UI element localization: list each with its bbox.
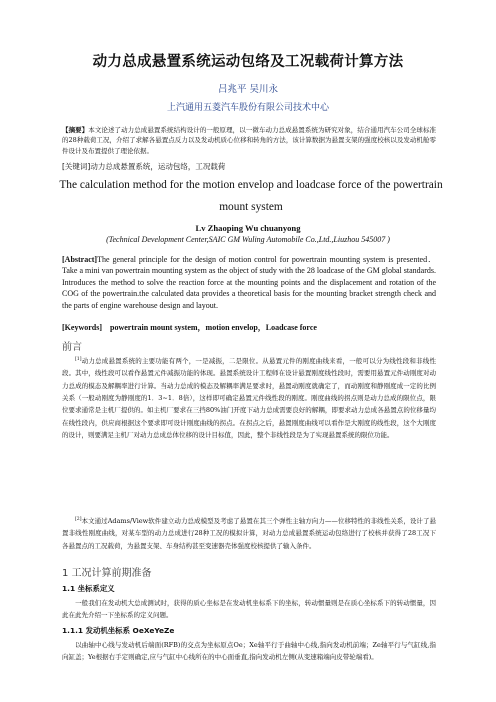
abstract-en: [62, 254, 436, 311]
citation-1: [1]: [75, 357, 82, 362]
preface-paragraph-1-text: 动力总成悬置系统的主要功能有两个，一是减振，二是限位。从悬置元件的刚度曲线来看，一般可以分为线性段和非线性段。其中，线性段可以看作悬置元件减振功能的体现。悬置系统设计工程师在设计悬置刚度线性段时，需要用悬置元件动刚度对动力总成的模态及解耦率进行计算。当动力总成的模态及解耦率满足要求时，悬置动刚度就确定了，而动刚度和静刚度成一定的比例关系（一般动刚度为静刚度的1．3~1．8倍），这样即可确定悬置元件线性段的刚度。刚度曲线的拐点则是动力总成的限位点，限位要求通常是主机厂提供的。如主机厂要求在三挡80%油门开度下动力总成需要良好的解耦，即要求动力总成各悬置点的位移量均在线性段内，供应商根据这个要求即可设计刚度曲线的拐点。在拐点之后，悬置刚度曲线可以看作是大刚度的线性段，这个大刚度的设计，则要满足主机厂对动力总成总体位移的设计目标值，因此，整个非线性段是为了实现悬置系统的限位功能。: [62, 357, 436, 439]
keywords-en: [62, 322, 317, 333]
keywords-en-label: [Keywords]: [62, 323, 102, 332]
preface-paragraph-1: [62, 354, 436, 441]
section-1-1-paragraph: [62, 597, 436, 622]
english-authors: Lv Zhaoping Wu chuanyong: [195, 223, 301, 233]
abstract-cn-label: 【摘要】: [62, 126, 89, 134]
abstract-cn: [62, 125, 436, 156]
section-1-heading: 1 工况计算前期准备: [62, 568, 152, 579]
section-1-1-text: 一般我们在发动机大总成测试时，获得的质心坐标是在发动机坐标系下的坐标，转动惯量则是在质心坐标系下的转动惯量，因此在此先介绍一下坐标系的定义问题。: [62, 599, 436, 620]
authors: 吕兆平 吴川永: [217, 84, 279, 95]
abstract-cn-text: 本文论述了动力总成悬置系统结构设计的一般原理，以一微车动力总成悬置系统为研究对象，结合通用汽车公司全球标准的28种载荷工况，介绍了求解各悬置点反力以及发动机质心位移和转角的方法，该计算数据为悬置支架的强度校核以及发动机舱零件设计及布置提供了理论依据。: [62, 126, 436, 155]
affiliation: 上汽通用五菱汽车股份有限公司技术中心: [166, 103, 329, 113]
section-1-1-1-paragraph: [62, 639, 436, 664]
preface-paragraph-2-text: 本文通过Adams/View软件建立动力总成模型及考虑了悬置在其三个弹性主轴方向力——位移特性的非线性关系，设计了悬置非线性刚度曲线，对某车型的动力总成进行28种工况的模拟计算，对动力总成悬置系统运动包络进行了校核并获得了28工况下各悬置点的工况载荷，为悬置支架、车身结构甚至变速器壳体强度校核提供了输入条件。: [62, 517, 436, 550]
english-affiliation: (Technical Development Center,SAIC GM Wuling Automobile Co.,Ltd.,Liuzhou 545007 ): [106, 235, 390, 244]
english-title: The calculation method for the motion envelop and loadcase force of the powertrain mount system: [59, 179, 443, 213]
section-1-1-1-text: 以曲轴中心线与发动机后端面(RFB)的交点为坐标原点Oe；Xe轴平行于曲轴中心线,指向发动机前端；Ze轴平行与气缸线,指向缸盖；Ye根据右手定则确定,应与气缸中心线所在的中心面垂直,指向发动机左侧(从变速箱端向皮带轮端看)。: [62, 641, 436, 662]
abstract-en-label: [Abstract]: [62, 255, 98, 264]
keywords-cn: [关键词]动力总成悬置系统，运动包络，工况载荷: [62, 162, 226, 171]
preface-paragraph-2: [62, 514, 436, 552]
section-1-1-1-heading: 1.1.1 发动机坐标系 OeXeYeZe: [62, 626, 175, 635]
citation-2: [2]: [75, 517, 82, 522]
section-preface-heading: 前言: [62, 342, 82, 353]
abstract-en-text: The general principle for the design of motion control for powertrain mounting system is presented．Take a mini van powertrain mounting system as the object of study with the 28 loadcase of the GM global standards. Introduces the method to solve the reaction force at the mounting points and the displacement and rotation of the COG of the powertrain.the calculated data provides a theoretical basis for the mounting bracket strength check and the parts of engine warehouse design and layout.: [62, 255, 436, 310]
paper-title: 动力总成悬置系统运动包络及工况载荷计算方法: [92, 54, 404, 70]
section-1-1-heading: 1.1 坐标系定义: [62, 584, 115, 593]
keywords-en-text: powertrain mount system，motion envelop，Loadcase force: [110, 323, 317, 332]
